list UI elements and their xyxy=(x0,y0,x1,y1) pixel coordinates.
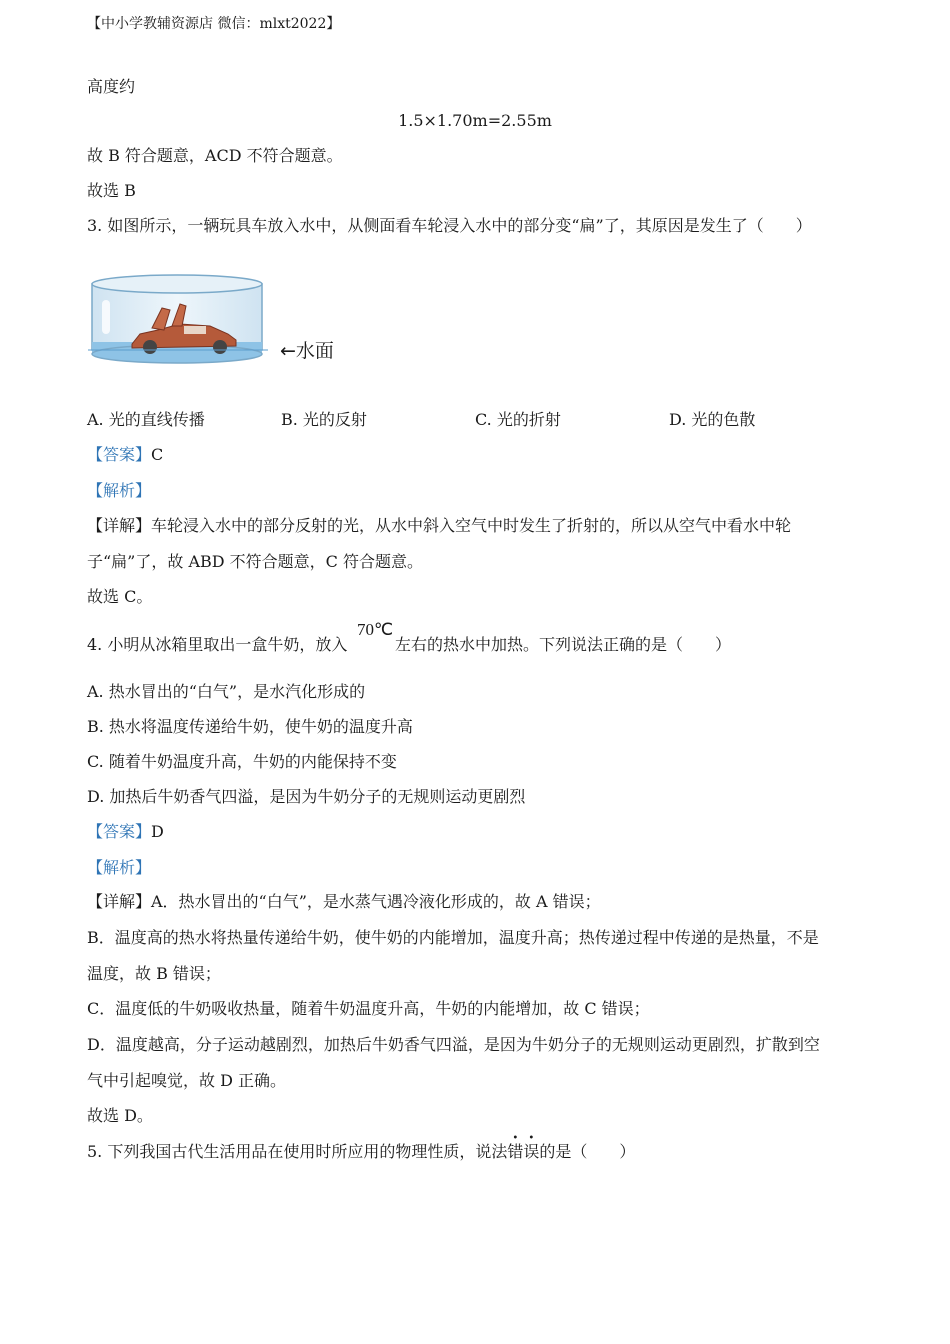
q3-option-b: B. 光的反射 xyxy=(281,410,367,429)
q4-detail-b2: 温度，故 B 错误； xyxy=(87,964,221,983)
q3-option-d: D. 光的色散 xyxy=(669,410,756,429)
q4-option-c: C. 随着牛奶温度升高，牛奶的内能保持不变 xyxy=(87,752,397,771)
toy-car-in-water-figure xyxy=(88,270,268,374)
q4-detail-d2: 气中引起嗅觉，故 D 正确。 xyxy=(87,1071,287,1090)
q3-choose: 故选 C。 xyxy=(87,587,153,606)
q4-temperature: 70℃ xyxy=(357,620,394,639)
q5-stem-after: 的是（ ） xyxy=(539,1142,636,1161)
water-surface-label: ←水面 xyxy=(280,340,334,362)
q3-detail-line1: 【详解】车轮浸入水中的部分反射的光，从水中斜入空气中时发生了折射的，所以从空气中看水中轮 xyxy=(87,516,792,535)
answer-value: D xyxy=(151,822,164,841)
q4-stem-before: 4. 小明从冰箱里取出一盒牛奶，放入 xyxy=(87,635,348,654)
q5-stem-before: 5. 下列我国古代生活用品在使用时所应用的物理性质，说法 xyxy=(87,1142,508,1161)
q4-choose: 故选 D。 xyxy=(87,1106,153,1125)
q3-answer xyxy=(87,445,163,465)
q3-stem: 3. 如图所示，一辆玩具车放入水中，从侧面看车轮浸入水中的部分变“扁”了，其原因是发生了（ ） xyxy=(87,216,812,235)
q4-answer xyxy=(87,822,164,842)
q4-detail-a: 【详解】A．热水冒出的“白气”，是水蒸气遇冷液化形成的，故 A 错误； xyxy=(87,892,601,911)
answer-tag: 【答案】 xyxy=(87,445,152,464)
q4-stem-after: 左右的热水中加热。下列说法正确的是（ ） xyxy=(395,635,732,654)
q4-detail-b1: B．温度高的热水将热量传递给牛奶，使牛奶的内能增加，温度升高；热传递过程中传递的是热量，不是 xyxy=(87,928,819,947)
q4-option-b: B. 热水将温度传递给牛奶，使牛奶的温度升高 xyxy=(87,717,413,736)
q4-detail-d1: D．温度越高，分子运动越剧烈，加热后牛奶香气四溢，是因为牛奶分子的无规则运动更剧烈，扩散到空 xyxy=(87,1035,820,1054)
q4-option-d: D. 加热后牛奶香气四溢，是因为牛奶分子的无规则运动更剧烈 xyxy=(87,787,526,806)
q3-detail-line2: 子“扁”了，故 ABD 不符合题意，C 符合题意。 xyxy=(87,552,424,571)
formula: 1.5×1.70m=2.55m xyxy=(398,111,552,130)
q3-analysis-tag: 【解析】 xyxy=(87,481,152,500)
emphasis-char-1: • 错 xyxy=(507,1133,524,1161)
emphasis-char-2: • 误 xyxy=(523,1133,540,1161)
answer-value: C xyxy=(151,445,164,464)
prev-conclusion: 故 B 符合题意，ACD 不符合题意。 xyxy=(87,146,343,165)
q3-option-c: C. 光的折射 xyxy=(475,410,561,429)
answer-tag: 【答案】 xyxy=(87,822,152,841)
height-text: 高度约 xyxy=(87,77,136,96)
q4-option-a: A. 热水冒出的“白气”，是水汽化形成的 xyxy=(87,682,366,701)
q4-detail-c: C．温度低的牛奶吸收热量，随着牛奶温度升高，牛奶的内能增加，故 C 错误； xyxy=(87,999,650,1018)
page-header: 【中小学教辅资源店 微信：mlxt2022】 xyxy=(87,16,341,32)
q4-analysis-tag: 【解析】 xyxy=(87,858,152,877)
q5-stem xyxy=(87,1133,636,1162)
beaker-illustration xyxy=(88,270,268,370)
q3-option-a: A. 光的直线传播 xyxy=(87,410,205,429)
prev-choose: 故选 B xyxy=(87,181,136,200)
emphasis-dot: • xyxy=(528,1133,535,1144)
emphasis-dot: • xyxy=(512,1133,519,1144)
